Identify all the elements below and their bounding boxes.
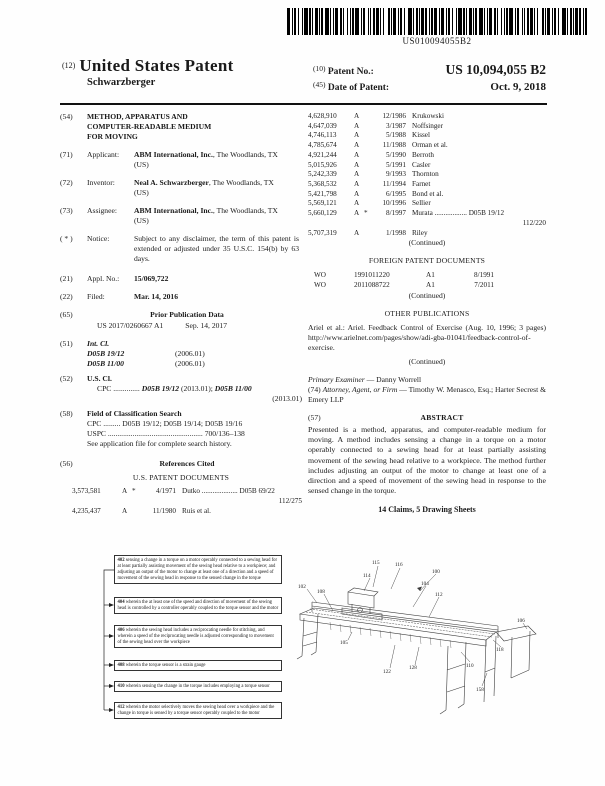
us-patent-row: 5,421,798 A 6/1995 Bond et al. bbox=[308, 189, 444, 198]
us-patent-row: 4,628,910 A 12/1986 Krukowski bbox=[308, 112, 444, 120]
flowchart-box-408: 408 wherein the torque sensor is a strain gauge bbox=[114, 660, 282, 671]
prior-publication-doc: US 2017/0260667 A1 bbox=[97, 321, 164, 331]
abstract-text: Presented is a method, apparatus, and computer-readable medium for moving. A method includes sensing a change in a torque on a motor operably connected to a sewing head for at least partially assisting movement of the sewing head relative to a workpiece. The method further includes adjusting an output of the motor to change at least one of a direction and a speed of movement of the sewing head in response to the sensed change in the torque. bbox=[308, 424, 546, 496]
us-patent-row: 5,368,532 A 11/1994 Farnet bbox=[308, 180, 431, 189]
figure-label: 110 bbox=[466, 663, 474, 669]
assignee-value: ABM International, Inc., The Woodlands, TX (US) bbox=[134, 206, 278, 226]
prior-publication-section: (65) Prior Publication Data US 2017/0260667 A1 Sep. 14, 2017 bbox=[60, 310, 302, 331]
inventor-value: Neal A. Schwarzberger, The Woodlands, TX (US) bbox=[134, 178, 274, 198]
attorney-line: (74) Attorney, Agent, or Firm — Timothy W. Menasco, Esq.; Harter Secrest & Emery LLP bbox=[308, 384, 547, 404]
notice-section: ( * ) Notice: Subject to any disclaimer, the term of this patent is extended or adjusted under 35 U.S.C. 154(b) by 63 days. bbox=[60, 234, 299, 264]
claims-flowchart bbox=[96, 550, 296, 750]
foreign-docs-heading: FOREIGN PATENT DOCUMENTS bbox=[368, 256, 486, 266]
int-cl-row: D05B 11/00 (2006.01) bbox=[87, 359, 205, 369]
applicant-section: (71) Applicant: ABM International, Inc., The Woodlands, TX (US) bbox=[60, 150, 302, 170]
us-cl-tail: (2013.01) bbox=[272, 394, 302, 404]
figure-label: 104 bbox=[421, 581, 429, 587]
claims-drawing-line: 14 Claims, 5 Drawing Sheets bbox=[378, 504, 476, 514]
barcode-number: US010094055B2 bbox=[402, 36, 472, 46]
us-patent-row: 5,660,129 A * 8/1997 Murata .................. D05B 19/12 112/220 bbox=[308, 209, 546, 227]
date-of-patent-label: $^{(45)}$ Date of Patent: bbox=[313, 80, 390, 93]
first-inventor-name: Schwarzberger bbox=[87, 77, 156, 88]
header-divider bbox=[60, 103, 547, 105]
flowchart-box-402: 402 sensing a change in a torque on a motor operably connected to a sewing head for at least partially assisting movement of the sewing head relative to a workpiece; and adjusting an output of the motor to change at least one of a direction and a speed of movement of the sewing head in response to the sensed change in the torque bbox=[114, 555, 282, 584]
flowchart-box-406: 406 wherein the sewing head includes a reciprocating needle for stitching, and wherein a speed of the reciprocating needle is adjusted corresponding to movement of the sewing head over the workpiece bbox=[114, 625, 282, 648]
us-patent-row: 3,573,581 A * 4/1971 Dutko .................... D05B 69/22 112/275 bbox=[72, 487, 302, 506]
document-title: United States Patent bbox=[79, 56, 234, 75]
other-publications-text: Ariel et al.: Ariel. Feedback Control of Exercise (Aug. 10, 1996; 3 pages) http://www.arielnet.com/pages/show/adi-gba-01041/feedback-control-of-exercise. bbox=[308, 322, 546, 352]
field-of-search-cpc: CPC ......... D05B 19/12; D05B 19/14; D05B 19/16 bbox=[87, 419, 243, 429]
title-section bbox=[60, 112, 302, 142]
date-of-patent-value: Oct. 9, 2018 bbox=[490, 81, 546, 93]
figure-label: 112 bbox=[435, 592, 443, 598]
figure-label: 108 bbox=[317, 589, 325, 595]
us-refs-right-list bbox=[308, 112, 546, 238]
barcode bbox=[285, 8, 589, 46]
flowchart-box-412: 412 wherein the motor selectively moves the sewing head over a workpiece and the change in torque is sensed by a torque sensor operably coupled to the motor bbox=[114, 702, 282, 719]
int-cl-heading: Int. Cl. bbox=[87, 339, 110, 349]
figure-label: 116 bbox=[395, 562, 403, 568]
us-patent-row: 4,921,244 A 5/1990 Berroth bbox=[308, 150, 434, 159]
assignee-section: (73) Assignee: ABM International, Inc., The Woodlands, TX (US) bbox=[60, 206, 302, 226]
figure-label: 158 bbox=[476, 687, 484, 693]
figure-label: 115 bbox=[372, 560, 380, 566]
header-right bbox=[313, 62, 546, 93]
int-cl-section: (51) Int. Cl. D05B 19/12 (2006.01) D05B 11/00 (2006.01) bbox=[60, 339, 302, 369]
field-54: (54) bbox=[60, 112, 73, 121]
barcode-icon bbox=[285, 8, 589, 35]
figure-label: 128 bbox=[409, 665, 417, 671]
foreign-doc-row: WO 1991011220 A1 8/1991 bbox=[314, 271, 494, 280]
invention-title: METHOD, APPARATUS AND COMPUTER-READABLE MEDIUM FOR MOVING bbox=[87, 112, 212, 142]
figure-label: 105 bbox=[340, 640, 348, 646]
us-patent-row: 4,785,674 A 11/1988 Orman et al. bbox=[308, 141, 448, 150]
kind-code-num: (12) bbox=[62, 61, 76, 70]
appl-no-value: 15/069,722 bbox=[134, 274, 169, 284]
patent-no-label: $^{(10)}$ Patent No.: bbox=[313, 64, 374, 77]
us-patent-row: 5,707,319 A 1/1998 Riley bbox=[308, 228, 428, 237]
flowchart-box-410: 410 wherein sensing the change in the torque includes employing a torque sensor bbox=[114, 681, 282, 692]
us-patent-row: 4,647,039 A 3/1987 Noffsinger bbox=[308, 121, 444, 130]
filed-value: Mar. 14, 2016 bbox=[134, 292, 179, 302]
us-cl-cpc-line: CPC .............. D05B 19/12 (2013.01); D05B 11/00 bbox=[97, 384, 252, 394]
prior-publication-heading: Prior Publication Data bbox=[150, 310, 224, 320]
field-of-search-heading: Field of Classification Search bbox=[87, 409, 182, 419]
references-cited-section: (56) References Cited bbox=[60, 459, 302, 469]
inventor-section: (72) Inventor: Neal A. Schwarzberger, The Woodlands, TX (US) bbox=[60, 178, 302, 198]
figure-label: 106 bbox=[517, 618, 525, 624]
references-cited-heading: References Cited bbox=[159, 459, 215, 469]
us-patent-row: 5,569,121 A 10/1996 Sellier bbox=[308, 199, 431, 208]
patent-no-value: US 10,094,055 B2 bbox=[445, 62, 546, 77]
us-patent-row: 5,015,926 A 5/1991 Casler bbox=[308, 160, 431, 169]
flowchart-box-404: 404 wherein the at least one of the speed and direction of movement of the sewing head is controlled by a controller operably coupled to the torque sensor and the motor bbox=[114, 597, 282, 614]
us-patent-row: 4,235,437 A 11/1980 Ruis et al. bbox=[72, 506, 211, 515]
us-refs-continued: (Continued) bbox=[408, 238, 446, 248]
prior-publication-date: Sep. 14, 2017 bbox=[185, 321, 228, 331]
field-of-search-note: See application file for complete search history. bbox=[87, 439, 232, 449]
appl-no-section: (21) Appl. No.: 15/069,722 bbox=[60, 274, 302, 284]
foreign-continued: (Continued) bbox=[408, 290, 446, 300]
foreign-docs-list bbox=[308, 270, 546, 290]
primary-examiner-line: Primary Examiner — Danny Worrell bbox=[308, 374, 422, 384]
notice-text: Subject to any disclaimer, the term of this patent is extended or adjusted under 35 U.S.C. 154(b) by 63 days. bbox=[134, 234, 299, 264]
field-of-search-section: (58) Field of Classification Search CPC ......... D05B 19/12; D05B 19/14; D05B 19/16 USPC .................................................. 700/136–138 See application file for complete search history. bbox=[60, 409, 302, 449]
header-left bbox=[62, 56, 312, 88]
other-publications-heading: OTHER PUBLICATIONS bbox=[384, 308, 470, 318]
figure-label: 118 bbox=[496, 647, 504, 653]
references-column bbox=[308, 112, 546, 515]
us-refs-left-list bbox=[60, 487, 302, 516]
abstract-heading: ABSTRACT bbox=[420, 412, 464, 422]
abstract-heading-row: (57) ABSTRACT bbox=[308, 413, 546, 423]
us-patent-row: 4,746,113 A 5/1988 Kissel bbox=[308, 131, 430, 140]
foreign-doc-row: WO 2011088722 A1 7/2011 bbox=[314, 281, 494, 290]
applicant-value: ABM International, Inc., The Woodlands, TX (US) bbox=[134, 150, 278, 170]
field-of-search-uspc: USPC .................................................. 700/136–138 bbox=[87, 429, 245, 439]
figure-label: 100 bbox=[432, 569, 440, 575]
bibliographic-column bbox=[60, 112, 302, 517]
other-pubs-continued: (Continued) bbox=[408, 356, 446, 366]
filed-section: (22) Filed: Mar. 14, 2016 bbox=[60, 292, 302, 302]
us-patent-documents-heading-left: U.S. PATENT DOCUMENTS bbox=[132, 473, 230, 483]
int-cl-rows bbox=[87, 349, 302, 369]
us-cl-section: (52) U.S. Cl. CPC .............. D05B 19/12 (2013.01); D05B 11/00 (2013.01) bbox=[60, 374, 302, 404]
int-cl-row: D05B 19/12 (2006.01) bbox=[87, 349, 205, 359]
us-patent-row: 5,242,339 A 9/1993 Thornton bbox=[308, 170, 439, 179]
figure-label: 102 bbox=[298, 584, 306, 590]
figure-label: 122 bbox=[383, 669, 391, 675]
machine-drawing bbox=[290, 552, 582, 748]
figure-label: 114 bbox=[363, 573, 371, 579]
us-cl-heading: U.S. Cl. bbox=[87, 374, 112, 384]
